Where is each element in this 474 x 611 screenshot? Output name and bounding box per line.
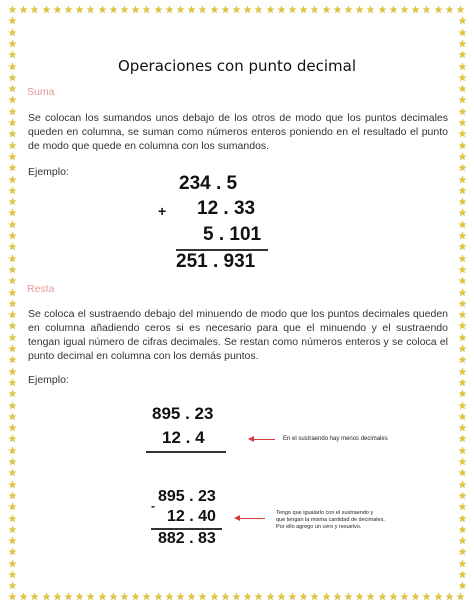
star-icon: ★	[445, 5, 454, 16]
star-icon: ★	[400, 5, 409, 16]
star-icon: ★	[198, 5, 207, 16]
star-icon: ★	[458, 28, 467, 39]
star-icon: ★	[458, 62, 467, 73]
star-icon: ★	[389, 5, 398, 16]
star-icon: ★	[322, 592, 331, 603]
star-icon: ★	[8, 446, 17, 457]
star-icon: ★	[8, 39, 17, 50]
star-icon: ★	[8, 197, 17, 208]
star-icon: ★	[53, 592, 62, 603]
star-icon: ★	[355, 592, 364, 603]
star-icon: ★	[8, 62, 17, 73]
star-icon: ★	[8, 344, 17, 355]
star-icon: ★	[8, 118, 17, 129]
star-icon: ★	[8, 208, 17, 219]
star-icon: ★	[458, 118, 467, 129]
star-icon: ★	[19, 592, 28, 603]
star-icon: ★	[8, 84, 17, 95]
star-icon: ★	[8, 220, 17, 231]
resta-ex2-result: 882 . 83	[158, 530, 216, 547]
star-icon: ★	[8, 480, 17, 491]
star-icon: ★	[53, 5, 62, 16]
star-icon: ★	[458, 231, 467, 242]
star-icon: ★	[8, 502, 17, 513]
star-icon: ★	[243, 592, 252, 603]
star-icon: ★	[458, 242, 467, 253]
star-icon: ★	[378, 5, 387, 16]
star-icon: ★	[243, 5, 252, 16]
star-icon: ★	[458, 355, 467, 366]
star-icon: ★	[75, 5, 84, 16]
star-icon: ★	[42, 5, 51, 16]
star-icon: ★	[277, 592, 286, 603]
star-icon: ★	[458, 412, 467, 423]
star-icon: ★	[8, 107, 17, 118]
star-icon: ★	[458, 197, 467, 208]
star-icon: ★	[458, 446, 467, 457]
star-icon: ★	[8, 412, 17, 423]
star-icon: ★	[458, 367, 467, 378]
star-icon: ★	[366, 592, 375, 603]
star-icon: ★	[458, 468, 467, 479]
star-icon: ★	[8, 242, 17, 253]
star-icon: ★	[458, 333, 467, 344]
star-icon: ★	[131, 592, 140, 603]
suma-result: 251 . 931	[176, 251, 256, 272]
star-icon: ★	[98, 592, 107, 603]
star-icon: ★	[8, 28, 17, 39]
star-icon: ★	[8, 321, 17, 332]
star-icon: ★	[232, 592, 241, 603]
star-icon: ★	[8, 378, 17, 389]
star-icon: ★	[8, 547, 17, 558]
star-icon: ★	[458, 107, 467, 118]
star-icon: ★	[8, 5, 17, 16]
star-icon: ★	[458, 95, 467, 106]
resta-ex1-subtrahend: 12 . 4	[162, 428, 205, 447]
star-icon: ★	[355, 5, 364, 16]
star-icon: ★	[98, 5, 107, 16]
star-icon: ★	[187, 5, 196, 16]
star-icon: ★	[8, 50, 17, 61]
star-icon: ★	[165, 5, 174, 16]
star-icon: ★	[120, 592, 129, 603]
star-icon: ★	[458, 434, 467, 445]
star-icon: ★	[310, 592, 319, 603]
star-icon: ★	[176, 592, 185, 603]
star-icon: ★	[458, 288, 467, 299]
star-icon: ★	[458, 186, 467, 197]
star-icon: ★	[458, 50, 467, 61]
star-icon: ★	[456, 592, 465, 603]
plus-sign: +	[158, 203, 167, 219]
star-icon: ★	[458, 570, 467, 581]
star-icon: ★	[120, 5, 129, 16]
resta-ex1-note: En el sustraendo hay menos decimales	[283, 436, 388, 442]
resta-example-label: Ejemplo:	[28, 374, 69, 386]
star-icon: ★	[64, 5, 73, 16]
star-icon: ★	[458, 175, 467, 186]
star-icon: ★	[458, 525, 467, 536]
star-icon: ★	[458, 276, 467, 287]
star-icon: ★	[8, 367, 17, 378]
star-icon: ★	[8, 16, 17, 27]
star-icon: ★	[458, 129, 467, 140]
star-icon: ★	[8, 570, 17, 581]
resta-ex1-minuend: 895 . 23	[152, 404, 214, 423]
star-icon: ★	[154, 592, 163, 603]
star-icon: ★	[8, 310, 17, 321]
star-icon: ★	[400, 592, 409, 603]
star-icon: ★	[458, 581, 467, 592]
star-icon: ★	[42, 592, 51, 603]
star-icon: ★	[8, 468, 17, 479]
star-icon: ★	[187, 592, 196, 603]
star-icon: ★	[254, 592, 263, 603]
star-icon: ★	[154, 5, 163, 16]
star-icon: ★	[8, 514, 17, 525]
star-icon: ★	[266, 592, 275, 603]
resta-ex1-line	[146, 451, 226, 453]
star-icon: ★	[266, 5, 275, 16]
star-icon: ★	[131, 5, 140, 16]
section-heading-resta: Resta	[27, 283, 55, 295]
star-icon: ★	[8, 299, 17, 310]
star-icon: ★	[458, 141, 467, 152]
star-icon: ★	[458, 423, 467, 434]
star-icon: ★	[86, 5, 95, 16]
star-icon: ★	[322, 5, 331, 16]
star-icon: ★	[458, 502, 467, 513]
section-heading-suma: Suma	[27, 86, 55, 98]
suma-paragraph: Se colocan los sumandos unos debajo de los otros de modo que los puntos decimales queden en columna, se suman como números enteros poniendo en el resultado el punto de modo que quede en columna con los sumandos.	[28, 112, 448, 152]
star-icon: ★	[8, 288, 17, 299]
star-icon: ★	[75, 592, 84, 603]
star-icon: ★	[458, 321, 467, 332]
star-icon: ★	[445, 592, 454, 603]
star-icon: ★	[8, 254, 17, 265]
star-icon: ★	[30, 5, 39, 16]
star-icon: ★	[165, 592, 174, 603]
star-icon: ★	[310, 5, 319, 16]
star-icon: ★	[458, 16, 467, 27]
star-icon: ★	[458, 389, 467, 400]
star-icon: ★	[8, 434, 17, 445]
star-icon: ★	[142, 5, 151, 16]
star-icon: ★	[458, 299, 467, 310]
star-icon: ★	[458, 401, 467, 412]
star-icon: ★	[210, 5, 219, 16]
star-icon: ★	[8, 186, 17, 197]
star-icon: ★	[232, 5, 241, 16]
star-icon: ★	[8, 525, 17, 536]
resta-ex2-minuend: 895 . 23	[158, 488, 216, 505]
star-icon: ★	[8, 457, 17, 468]
star-icon: ★	[64, 592, 73, 603]
star-icon: ★	[458, 514, 467, 525]
star-icon: ★	[8, 491, 17, 502]
star-icon: ★	[221, 5, 230, 16]
star-icon: ★	[86, 592, 95, 603]
star-icon: ★	[8, 73, 17, 84]
star-icon: ★	[8, 265, 17, 276]
star-icon: ★	[333, 5, 342, 16]
star-icon: ★	[8, 129, 17, 140]
star-icon: ★	[109, 5, 118, 16]
star-icon: ★	[458, 457, 467, 468]
arrow-shaft	[239, 518, 265, 519]
star-icon: ★	[458, 163, 467, 174]
star-icon: ★	[458, 480, 467, 491]
star-icon: ★	[277, 5, 286, 16]
star-icon: ★	[422, 592, 431, 603]
star-icon: ★	[254, 5, 263, 16]
star-icon: ★	[8, 333, 17, 344]
star-icon: ★	[288, 592, 297, 603]
star-icon: ★	[198, 592, 207, 603]
star-icon: ★	[458, 265, 467, 276]
star-icon: ★	[458, 547, 467, 558]
star-icon: ★	[8, 152, 17, 163]
star-icon: ★	[344, 5, 353, 16]
resta-ex2-note-line-1: Tengo que igualarlo con el sustraendo y	[276, 510, 374, 516]
star-icon: ★	[8, 581, 17, 592]
star-icon: ★	[8, 389, 17, 400]
star-icon: ★	[458, 39, 467, 50]
star-icon: ★	[8, 141, 17, 152]
resta-ex2-subtrahend: 12 . 40	[167, 508, 216, 525]
star-icon: ★	[458, 491, 467, 502]
star-icon: ★	[411, 592, 420, 603]
suma-addend-1: 234 . 5	[179, 173, 238, 194]
star-icon: ★	[8, 175, 17, 186]
star-icon: ★	[458, 73, 467, 84]
star-icon: ★	[434, 592, 443, 603]
star-icon: ★	[458, 559, 467, 570]
star-icon: ★	[458, 310, 467, 321]
star-icon: ★	[299, 592, 308, 603]
star-icon: ★	[288, 5, 297, 16]
star-icon: ★	[30, 592, 39, 603]
minus-sign: -	[151, 499, 155, 513]
star-icon: ★	[366, 5, 375, 16]
star-icon: ★	[142, 592, 151, 603]
star-icon: ★	[8, 423, 17, 434]
star-icon: ★	[8, 401, 17, 412]
star-icon: ★	[221, 592, 230, 603]
star-icon: ★	[456, 5, 465, 16]
star-icon: ★	[458, 536, 467, 547]
star-icon: ★	[333, 592, 342, 603]
star-icon: ★	[422, 5, 431, 16]
resta-ex2-note-line-3: Por ello agrego un cero y resuelvo.	[276, 524, 362, 530]
star-icon: ★	[8, 536, 17, 547]
star-icon: ★	[176, 5, 185, 16]
arrow-shaft	[253, 439, 275, 440]
star-icon: ★	[210, 592, 219, 603]
star-icon: ★	[19, 5, 28, 16]
star-icon: ★	[378, 592, 387, 603]
star-icon: ★	[8, 592, 17, 603]
star-icon: ★	[389, 592, 398, 603]
star-icon: ★	[8, 355, 17, 366]
resta-ex2-note-line-2: que tengan la misma cantidad de decimales.	[276, 517, 385, 523]
star-icon: ★	[8, 95, 17, 106]
star-icon: ★	[458, 344, 467, 355]
star-icon: ★	[8, 559, 17, 570]
suma-example-label: Ejemplo:	[28, 166, 69, 178]
star-icon: ★	[299, 5, 308, 16]
star-icon: ★	[458, 254, 467, 265]
page-title: Operaciones con punto decimal	[117, 57, 357, 75]
star-icon: ★	[458, 378, 467, 389]
star-icon: ★	[8, 163, 17, 174]
star-icon: ★	[109, 592, 118, 603]
star-icon: ★	[458, 208, 467, 219]
suma-addend-3: 5 . 101	[203, 224, 262, 245]
resta-paragraph: Se coloca el sustraendo debajo del minuendo de modo que los puntos decimales queden en columna añadiendo ceros si es necesario para que el minuendo y el sustraendo tengan igual número de cifras decimales. Se restan como números enteros y se coloca el punto decimal en columna con los demás puntos.	[28, 308, 448, 362]
star-icon: ★	[8, 276, 17, 287]
star-icon: ★	[8, 231, 17, 242]
star-icon: ★	[458, 152, 467, 163]
star-icon: ★	[458, 220, 467, 231]
star-icon: ★	[344, 592, 353, 603]
suma-addend-2: 12 . 33	[197, 198, 256, 219]
star-icon: ★	[411, 5, 420, 16]
star-icon: ★	[434, 5, 443, 16]
star-icon: ★	[458, 84, 467, 95]
